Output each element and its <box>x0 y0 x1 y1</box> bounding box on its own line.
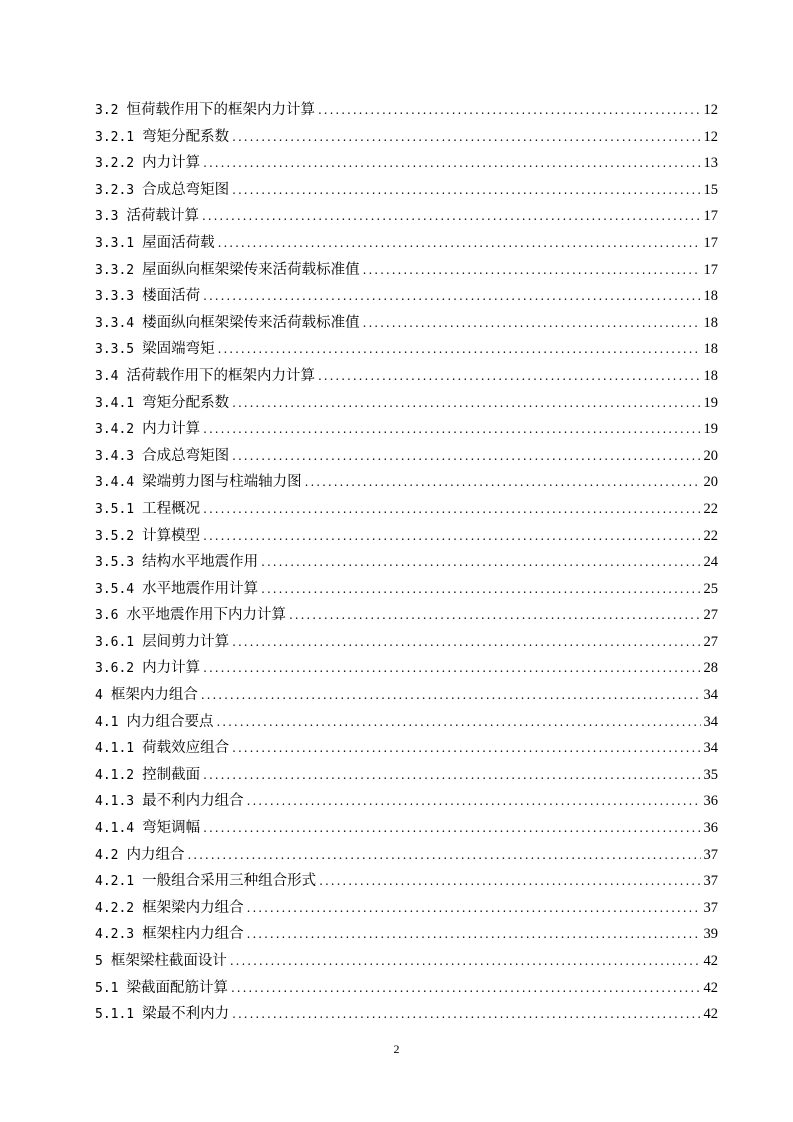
toc-entry-number: 4.1.3 <box>95 794 135 810</box>
toc-entry[interactable] <box>95 895 718 922</box>
toc-entry-title: 控制截面 <box>142 766 201 783</box>
toc-entry[interactable] <box>95 203 718 230</box>
toc-entry-number: 3.6.2 <box>95 661 135 677</box>
toc-entry[interactable] <box>95 97 718 124</box>
toc-entry-number: 5.1.1 <box>95 1007 135 1023</box>
toc-entry-number: 4.2.2 <box>95 900 135 916</box>
toc-entry-title: 合成总弯矩图 <box>142 181 230 198</box>
toc-entry-title: 活荷载作用下的框架内力计算 <box>126 367 315 384</box>
toc-entry-leader <box>203 416 700 443</box>
toc-entry[interactable] <box>95 921 718 948</box>
toc-entry[interactable] <box>95 735 718 762</box>
toc-entry-title: 梁端剪力图与柱端轴力图 <box>142 474 302 491</box>
toc-entry-number: 3.5.1 <box>95 501 135 517</box>
toc-entry-number: 5 <box>95 954 103 969</box>
toc-entry-page: 37 <box>703 846 718 863</box>
toc-entry-leader <box>203 815 700 842</box>
toc-entry-title: 框架柱内力组合 <box>142 926 244 943</box>
toc-entry-number: 3.2 <box>95 103 119 118</box>
toc-entry[interactable] <box>95 709 718 736</box>
toc-entry-leader <box>203 762 700 789</box>
toc-entry-number: 3.5.3 <box>95 555 135 571</box>
toc-entry-title: 合成总弯矩图 <box>142 447 230 464</box>
toc-entry-page: 18 <box>703 314 718 331</box>
toc-entry-title: 框架梁内力组合 <box>142 899 244 916</box>
toc-entry-page: 34 <box>703 740 718 757</box>
toc-entry-leader <box>363 310 701 337</box>
toc-entry[interactable] <box>95 496 718 523</box>
toc-entry-title: 内力计算 <box>142 155 201 172</box>
toc-entry-leader <box>203 150 700 177</box>
toc-entry-page: 18 <box>703 341 718 358</box>
toc-entry-number: 4.1.1 <box>95 741 135 757</box>
toc-entry[interactable] <box>95 762 718 789</box>
toc-entry-title: 屋面活荷载 <box>142 234 215 251</box>
toc-entry-page: 42 <box>703 979 718 996</box>
toc-entry-page: 39 <box>703 926 718 943</box>
toc-entry[interactable] <box>95 975 718 1002</box>
toc-entry-page: 36 <box>703 820 718 837</box>
toc-entry-title: 一般组合采用三种组合形式 <box>142 873 317 890</box>
toc-entry[interactable] <box>95 230 718 257</box>
toc-entry[interactable] <box>95 788 718 815</box>
toc-entry[interactable] <box>95 868 718 895</box>
toc-entry[interactable] <box>95 1001 718 1028</box>
toc-entry[interactable] <box>95 150 718 177</box>
toc-entry[interactable] <box>95 655 718 682</box>
toc-entry-leader <box>261 549 700 576</box>
toc-entry-page: 42 <box>703 953 718 969</box>
toc-entry[interactable] <box>95 416 718 443</box>
toc-entry-leader <box>203 523 700 550</box>
toc-entry-number: 3.4.2 <box>95 422 135 438</box>
toc-entry-leader <box>318 363 701 390</box>
toc-entry-number: 3.3.4 <box>95 315 135 331</box>
toc-entry-title: 梁最不利内力 <box>142 1006 230 1023</box>
toc-entry-title: 框架内力组合 <box>110 687 198 704</box>
toc-entry-number: 4.2.3 <box>95 927 135 943</box>
toc-entry-title: 计算模型 <box>142 527 201 544</box>
toc-entry[interactable] <box>95 310 718 337</box>
toc-entry-number: 3.3.5 <box>95 342 135 358</box>
toc-entry-leader <box>202 203 701 230</box>
toc-entry-leader <box>201 682 701 709</box>
toc-entry-page: 25 <box>703 580 718 597</box>
toc-entry-page: 22 <box>703 527 718 544</box>
toc-entry-leader <box>230 948 701 975</box>
toc-entry-leader <box>232 124 700 151</box>
toc-entry[interactable] <box>95 336 718 363</box>
toc-entry-title: 梁截面配筋计算 <box>126 979 228 996</box>
toc-entry-leader <box>247 921 701 948</box>
toc-entry[interactable] <box>95 469 718 496</box>
toc-entry-leader <box>232 177 700 204</box>
toc-entry-number: 4.1.4 <box>95 821 135 837</box>
toc-entry-page: 18 <box>703 367 718 384</box>
toc-entry-number: 3.4 <box>95 368 119 384</box>
toc-entry-leader <box>232 629 700 656</box>
toc-entry-title: 弯矩分配系数 <box>142 394 230 411</box>
toc-entry-page: 17 <box>703 208 718 225</box>
toc-entry-number: 3.2.2 <box>95 156 135 172</box>
toc-entry-leader <box>203 496 700 523</box>
toc-entry-leader <box>247 788 701 815</box>
toc-entry-leader <box>232 443 700 470</box>
toc-entry[interactable] <box>95 283 718 310</box>
toc-entry[interactable] <box>95 842 718 869</box>
toc-entry-title: 弯矩调幅 <box>142 820 201 837</box>
toc-entry-page: 34 <box>703 687 718 704</box>
toc-entry-page: 18 <box>703 288 718 305</box>
toc-entry-page: 17 <box>703 261 718 278</box>
toc-entry-title: 梁固端弯矩 <box>142 341 215 358</box>
toc-entry[interactable] <box>95 257 718 284</box>
toc-entry[interactable] <box>95 124 718 151</box>
toc-entry-number: 3.6.1 <box>95 634 135 650</box>
toc-entry-number: 4.1.2 <box>95 767 135 783</box>
toc-entry-leader <box>216 709 700 736</box>
toc-entry-number: 3.3.1 <box>95 235 135 251</box>
toc-entry-leader <box>187 842 700 869</box>
toc-entry-page: 17 <box>703 234 718 251</box>
toc-entry-leader <box>218 230 701 257</box>
toc-entry-page: 15 <box>703 181 718 198</box>
toc-entry-page: 19 <box>703 394 718 411</box>
toc-entry-page: 34 <box>703 713 718 730</box>
toc-entry-leader <box>232 1001 700 1028</box>
toc-entry-title: 恒荷载作用下的框架内力计算 <box>126 102 315 118</box>
toc-entry-page: 27 <box>703 607 718 624</box>
toc-entry-page: 24 <box>703 554 718 571</box>
toc-entry-title: 水平地震作用计算 <box>142 580 259 597</box>
toc-entry-number: 3.3.3 <box>95 289 135 305</box>
toc-entry-leader <box>232 390 700 417</box>
toc-entry[interactable] <box>95 682 718 709</box>
toc-entry-page: 22 <box>703 500 718 517</box>
toc-entry-title: 工程概况 <box>142 500 201 517</box>
toc-entry-leader <box>319 868 700 895</box>
toc-entry-title: 内力计算 <box>142 660 201 677</box>
toc-entry-title: 框架梁柱截面设计 <box>110 953 227 969</box>
toc-entry-page: 27 <box>703 633 718 650</box>
toc-entry[interactable] <box>95 602 718 629</box>
toc-entry-number: 3.6 <box>95 608 119 624</box>
toc-entry-title: 屋面纵向框架梁传来活荷载标准值 <box>142 261 360 278</box>
toc-entry-number: 4.2.1 <box>95 874 135 890</box>
toc-entry-title: 层间剪力计算 <box>142 633 230 650</box>
toc-entry-number: 4 <box>95 688 103 704</box>
toc-entry-page: 20 <box>703 474 718 491</box>
toc-entry[interactable] <box>95 948 718 975</box>
toc-entry-title: 活荷载计算 <box>126 208 199 225</box>
toc-entry-number: 3.3.2 <box>95 262 135 278</box>
toc-entry-leader <box>261 576 700 603</box>
toc-entry[interactable] <box>95 576 718 603</box>
toc-entry[interactable] <box>95 549 718 576</box>
toc-entry-leader <box>218 336 701 363</box>
toc-entry-leader <box>305 469 701 496</box>
toc-entry[interactable] <box>95 443 718 470</box>
toc-entry-title: 内力组合要点 <box>126 713 214 730</box>
page-number: 2 <box>393 1042 400 1056</box>
toc-entry[interactable] <box>95 629 718 656</box>
toc-entry-page: 12 <box>703 102 718 118</box>
toc-entry[interactable] <box>95 815 718 842</box>
toc-entry-page: 12 <box>703 128 718 145</box>
toc-entry-title: 内力组合 <box>126 846 185 863</box>
toc-entry-leader <box>289 602 701 629</box>
toc-entry-leader <box>232 735 700 762</box>
toc-entry[interactable] <box>95 363 718 390</box>
toc-entry-page: 13 <box>703 155 718 172</box>
toc-entry-leader <box>231 975 701 1002</box>
toc-entry-leader <box>318 97 701 124</box>
toc-entry-title: 最不利内力组合 <box>142 793 244 810</box>
toc-entry-page: 42 <box>703 1006 718 1023</box>
toc-entry-page: 35 <box>703 766 718 783</box>
toc-entry[interactable] <box>95 523 718 550</box>
toc-entry-page: 20 <box>703 447 718 464</box>
toc-entry-page: 37 <box>703 873 718 890</box>
toc-entry-page: 37 <box>703 899 718 916</box>
toc-entry-title: 楼面活荷 <box>142 288 201 305</box>
toc-entry-title: 弯矩分配系数 <box>142 128 230 145</box>
toc-entry-number: 5.1 <box>95 980 119 996</box>
toc-entry-leader <box>247 895 701 922</box>
toc-entry-number: 4.2 <box>95 847 119 863</box>
toc-entry-leader <box>203 655 700 682</box>
toc-entry-page: 28 <box>703 660 718 677</box>
toc-entry-number: 3.4.4 <box>95 475 135 491</box>
toc-entry-number: 3.3 <box>95 209 119 225</box>
table-of-contents <box>95 97 718 1028</box>
toc-entry-number: 3.5.2 <box>95 528 135 544</box>
toc-entry-leader <box>203 283 700 310</box>
toc-entry-number: 3.4.1 <box>95 395 135 411</box>
toc-entry-page: 19 <box>703 421 718 438</box>
toc-entry-number: 4.1 <box>95 714 119 730</box>
toc-entry-number: 3.4.3 <box>95 448 135 464</box>
toc-entry-title: 楼面纵向框架梁传来活荷载标准值 <box>142 314 360 331</box>
toc-entry-number: 3.2.3 <box>95 182 135 198</box>
toc-entry-leader <box>363 257 701 284</box>
toc-entry[interactable] <box>95 390 718 417</box>
toc-entry-number: 3.2.1 <box>95 129 135 145</box>
toc-entry-title: 结构水平地震作用 <box>142 554 259 571</box>
toc-entry-title: 荷载效应组合 <box>142 740 230 757</box>
toc-entry-title: 水平地震作用下内力计算 <box>126 607 286 624</box>
toc-entry[interactable] <box>95 177 718 204</box>
toc-entry-title: 内力计算 <box>142 421 201 438</box>
toc-entry-page: 36 <box>703 793 718 810</box>
toc-entry-number: 3.5.4 <box>95 581 135 597</box>
